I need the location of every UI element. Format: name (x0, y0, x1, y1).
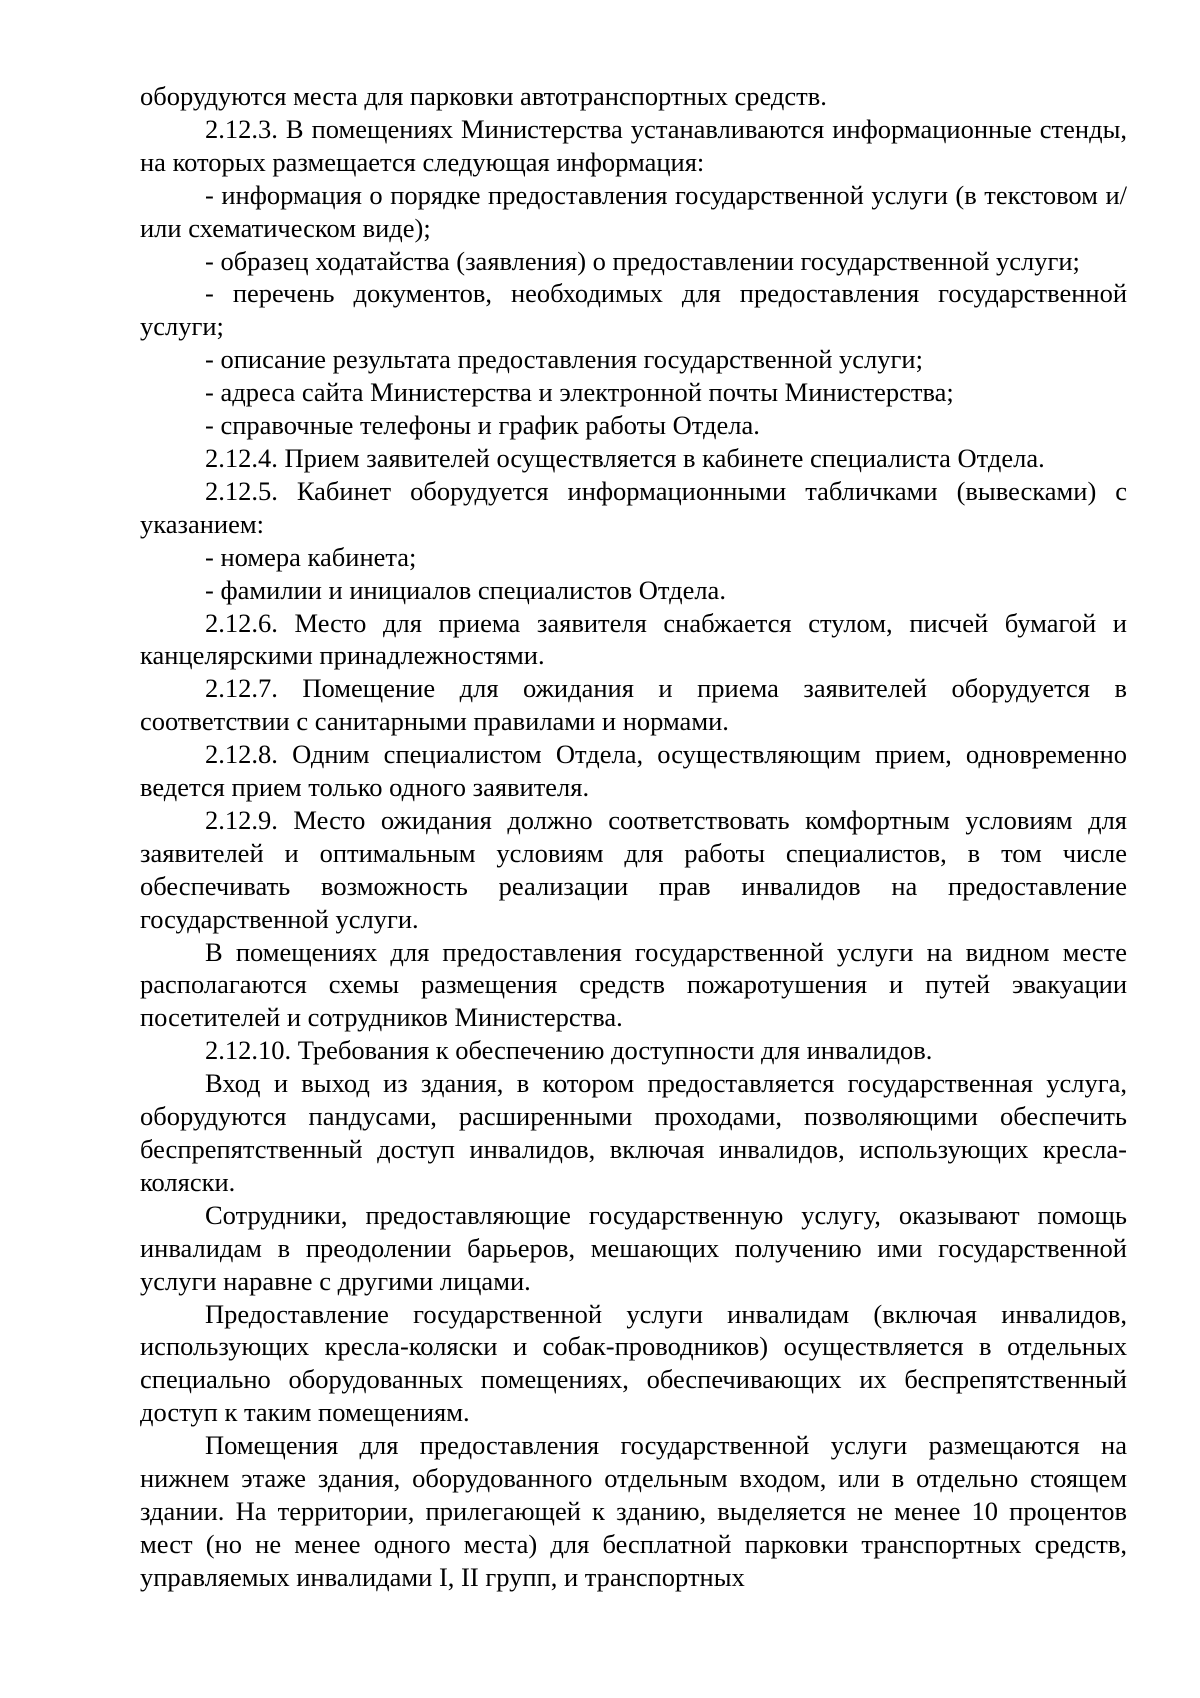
paragraph-2-12-8: 2.12.8. Одним специалистом Отдела, осуществляющим прием, одновременно ведется прием только одного заявителя. (140, 739, 1127, 803)
paragraph-staff-assistance: Сотрудники, предоставляющие государственную услугу, оказывают помощь инвалидам в преодолении барьеров, мешающих получению ими государственной услуги наравне с другими лицами. (140, 1199, 1127, 1296)
paragraph-2-12-9: 2.12.9. Место ожидания должно соответствовать комфортным условиям для заявителей и оптимальным условиям для работы специалистов, в том числе обеспечивать возможность реализации прав инвалидов на предоставление государственной услуги. (140, 804, 1127, 934)
list-item-result-description: - описание результата предоставления государственной услуги; (205, 344, 923, 375)
list-item-documents-list: - перечень документов, необходимых для предоставления государственной услуги; (140, 278, 1127, 342)
list-item-room-number: - номера кабинета; (205, 541, 417, 572)
list-item-procedure-info: - информация о порядке предоставления государственной услуги (в текстовом и/или схематическом виде); (140, 179, 1127, 243)
paragraph-2-12-10: 2.12.10. Требования к обеспечению доступности для инвалидов. (205, 1035, 933, 1066)
document-page (140, 80, 1127, 1594)
paragraph-2-12-7: 2.12.7. Помещение для ожидания и приема заявителей оборудуется в соответствии с санитарными правилами и нормами. (140, 673, 1127, 737)
paragraph-entrance-ramps: Вход и выход из здания, в котором предоставляется государственная услуга, оборудуются пандусами, расширенными проходами, позволяющими обеспечить беспрепятственный доступ инвалидов, включая инвалидов, использующих кресла-коляски. (140, 1068, 1127, 1197)
paragraph-2-12-3: 2.12.3. В помещениях Министерства устанавливаются информационные стенды, на которых размещается следующая информация: (140, 113, 1127, 177)
list-item-website-email: - адреса сайта Министерства и электронной почты Министерства; (205, 377, 954, 408)
paragraph-parking-continuation: оборудуются места для парковки автотранспортных средств. (140, 81, 827, 111)
paragraph-2-12-5: 2.12.5. Кабинет оборудуется информационными табличками (вывесками) с указанием: (140, 475, 1127, 539)
list-item-specialist-names: - фамилии и инициалов специалистов Отдела. (205, 574, 726, 605)
paragraph-separate-rooms: Предоставление государственной услуги инвалидам (включая инвалидов, использующих кресла-коляски и собак-проводников) осуществляется в отдельных специально оборудованных помещениях, обеспечивающих их беспрепятственный доступ к таким помещениям. (140, 1298, 1127, 1428)
paragraph-2-12-6: 2.12.6. Место для приема заявителя снабжается стулом, писчей бумагой и канцелярскими принадлежностями. (140, 607, 1127, 671)
paragraph-fire-safety: В помещениях для предоставления государственной услуги на видном месте располагаются схемы размещения средств пожаротушения и путей эвакуации посетителей и сотрудников Министерства. (140, 936, 1127, 1033)
paragraph-2-12-4: 2.12.4. Прием заявителей осуществляется в кабинете специалиста Отдела. (205, 442, 1045, 473)
list-item-application-sample: - образец ходатайства (заявления) о предоставлении государственной услуги; (205, 245, 1080, 276)
paragraph-ground-floor-parking: Помещения для предоставления государственной услуги размещаются на нижнем этаже здания, оборудованного отдельным входом, или в отдельно стоящем здании. На территории, прилегающей к зданию, выделяется не менее 10 процентов мест (но не менее одного места) для бесплатной парковки транспортных средств, управляемых инвалидами I, II групп, и транспортных (140, 1430, 1127, 1592)
list-item-phones-schedule: - справочные телефоны и график работы Отдела. (205, 410, 760, 441)
